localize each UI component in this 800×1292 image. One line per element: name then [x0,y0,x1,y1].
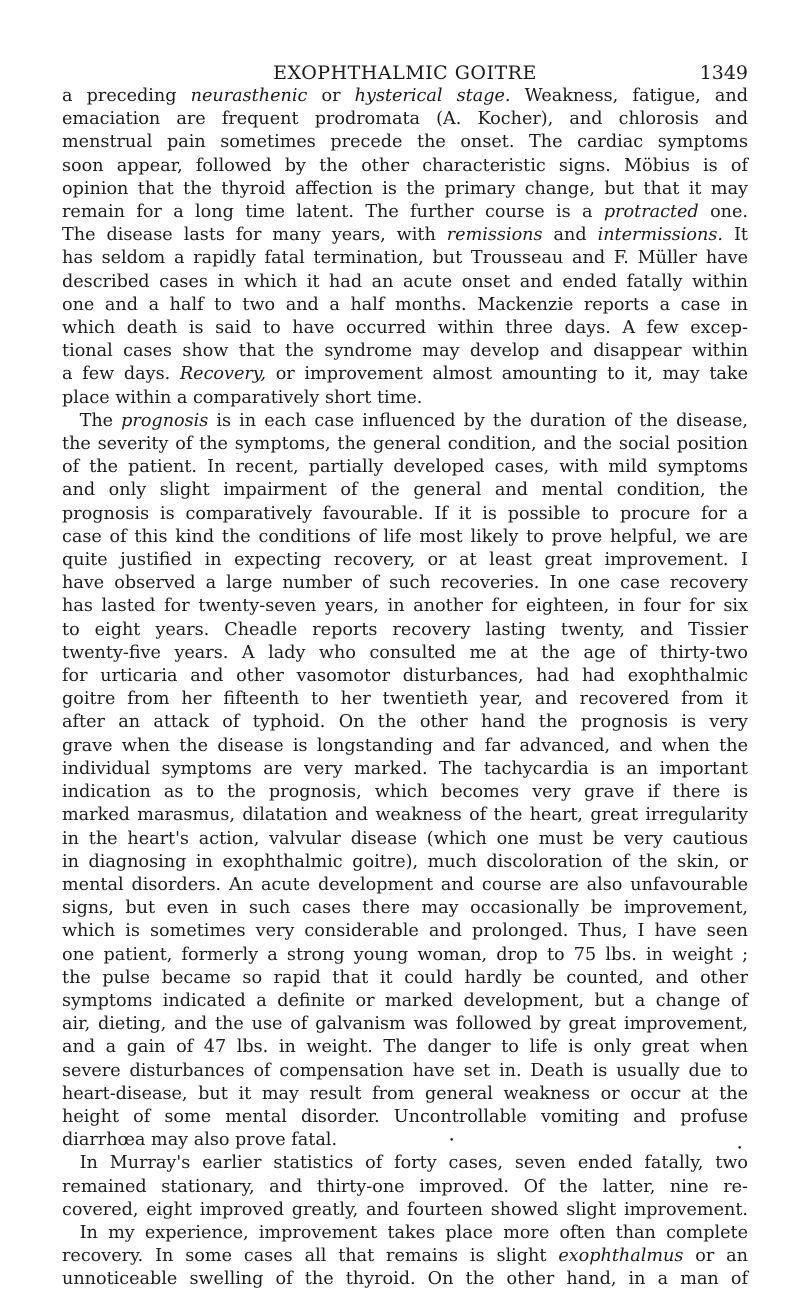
text-span: a few days. [62,364,180,385]
text-span: a preceding [62,86,191,106]
body-text [62,85,748,1292]
text-line [62,1060,748,1083]
text-span: In Murray's earlier statistics of forty cases, seven ended fatally, two [62,1153,748,1174]
text-line [62,410,748,433]
text-line [62,294,748,317]
text-line [62,131,748,154]
text-line [62,735,748,758]
text-span: air, dieting, and the use of galvanism was followed by great improvement, [62,1014,748,1035]
italic-text: hysterical stage. [354,86,511,106]
text-span: of the patient. In recent, partially developed cases, with mild symptoms [62,457,748,478]
text-span: or improvement almost amounting to it, may take [265,364,748,385]
text-line [62,178,748,201]
italic-text: exophthalmus [558,1246,684,1267]
text-line [62,572,748,595]
italic-text: Recovery, [179,364,266,385]
text-line [62,665,748,688]
text-span: goitre from her fifteenth to her twentieth year, and recovered from it [62,689,748,710]
text-span: unnoticeable swelling of the thyroid. On the other hand, in a man of [62,1269,748,1290]
text-span: indication as to the prognosis, which becomes very grave if there is [62,782,748,803]
text-line [62,340,748,363]
text-span: severe disturbances of compensation have set in. Death is usually due to [62,1060,748,1081]
text-span: signs, but even in such cases there may occasionally be improvement, [62,898,748,919]
text-span: which is sometimes very considerable and prolonged. Thus, I have seen [62,921,748,942]
text-span: the pulse became so rapid that it could hardly be counted, and other [62,967,748,988]
text-span: mental disorders. An acute development and course are also unfavourable [62,874,748,895]
text-line [62,456,748,479]
text-span: has seldom a rapidly fatal termination, but Trousseau and F. Müller have [62,248,748,269]
text-line [62,526,748,549]
text-span: one patient, formerly a strong young woman, drop to 75 lbs. in weight ; [62,944,748,965]
text-span: twenty-five years. A lady who consulted me at the age of thirty-two [62,642,748,663]
text-line [62,990,748,1013]
text-span: for urticaria and other vasomotor disturbances, had had exophthalmic [62,666,748,687]
text-span: and a gain of 47 lbs. in weight. The danger to life is only great when [62,1037,748,1058]
text-span: to eight years. Cheadle reports recovery lasting twenty, and Tissier [62,619,748,640]
text-line [62,804,748,827]
text-span: soon appear, followed by the other characteristic signs. Möbius is of [62,155,748,176]
text-line [62,1152,748,1175]
text-line [62,201,748,224]
text-line [62,758,748,781]
text-span: menstrual pain sometimes precede the onset. The cardiac symptoms [62,132,748,153]
text-span: place within a comparatively short time. [62,387,423,408]
text-line [62,1036,748,1059]
text-line [62,711,748,734]
text-span: remain for a long time latent. The further course is a [62,202,604,223]
text-line [62,1268,748,1291]
text-span: recovery. In some cases all that remains is slight [62,1246,559,1267]
italic-text: intermissions. [597,225,723,246]
text-span: marked marasmus, dilatation and weakness of the heart, great irregularity [62,805,748,826]
text-line [62,1176,748,1199]
text-span: quite justified in expecting recovery, or at least great improvement. I [62,550,748,571]
text-span: the severity of the symptoms, the general condition, and the social position [62,434,748,455]
text-line [62,642,748,665]
text-span: remained stationary, and thirty-one improved. Of the latter, nine re- [62,1176,748,1197]
text-line [62,967,748,990]
text-line [62,1245,748,1268]
text-line [62,897,748,920]
text-span: or [307,86,355,106]
text-span: have observed a large number of such recoveries. In one case recovery [62,573,748,594]
text-span: individual symptoms are very marked. The tachycardia is an important [62,758,748,779]
text-span: case of this kind the conditions of life most likely to prove helpful, we are [62,526,748,547]
text-span: height of some mental disorder. Uncontrollable vomiting and profuse [62,1106,748,1127]
italic-text: neurasthenic [190,86,308,106]
italic-text: remissions [446,225,543,246]
text-line [62,920,748,943]
text-span: one. [698,202,748,223]
text-line [62,85,748,108]
text-span: symptoms indicated a definite or marked development, but a change of [62,990,748,1011]
text-line [62,549,748,572]
text-span: after an attack of typhoid. On the other hand the prognosis is very [62,712,748,733]
text-line [62,479,748,502]
text-line [62,944,748,967]
text-line [62,1222,748,1245]
running-title: EXOPHTHALMIC GOITRE [273,62,537,84]
italic-text: prognosis [121,410,209,431]
text-line [62,1083,748,1106]
print-speck: • [449,1136,455,1146]
text-span: described cases in which it had an acute onset and ended fatally within [62,271,748,292]
text-span: In my experience, improvement takes place more often than complete [62,1222,748,1243]
text-line [62,781,748,804]
text-span: covered, eight improved greatly, and fourteen showed slight improvement. [62,1199,748,1220]
text-span: The [62,410,122,431]
page-number: 1349 [699,62,748,84]
text-span: and only slight impairment of the general and mental condition, the [62,480,748,501]
text-span: diarrhœa may also prove fatal. [62,1130,338,1151]
text-span: one and a half to two and a half months. Mackenzie reports a case in [62,294,748,315]
text-line [62,688,748,711]
text-span: has lasted for twenty-seven years, in another for eighteen, in four for six [62,596,748,617]
text-span: opinion that the thyroid affection is the primary change, but that it may [62,178,748,199]
text-span: emaciation are frequent prodromata (A. Kocher), and chlorosis and [62,109,748,130]
text-line [62,874,748,897]
text-line [62,595,748,618]
text-line [62,851,748,874]
text-line [62,619,748,642]
text-span: It [722,225,748,246]
text-line [62,108,748,131]
text-span: in diagnosing in exophthalmic goitre), much discoloration of the skin, or [62,851,748,872]
text-line [62,1199,748,1222]
text-line [62,387,748,410]
text-line [62,1013,748,1036]
italic-text: protracted [603,202,699,223]
text-span: The disease lasts for many years, with [62,225,447,246]
text-span: in the heart's action, valvular disease (which one must be very cautious [62,828,748,849]
text-span: and [542,225,598,246]
text-span: tional cases show that the syndrome may develop and disappear within [62,341,748,362]
text-line [62,1129,748,1152]
text-line [62,224,748,247]
text-line [62,1106,748,1129]
text-line [62,317,748,340]
text-line [62,828,748,851]
text-span: is in each case influenced by the duration of the disease, [208,410,748,431]
text-span: which death is said to have occurred within three days. A few excep- [62,318,748,339]
text-line [62,363,748,386]
text-line [62,433,748,456]
text-span: Weakness, fatigue, and [510,86,748,106]
text-line [62,155,748,178]
text-span: grave when the disease is longstanding and far advanced, and when the [62,735,748,756]
text-span: prognosis is comparatively favourable. If it is possible to procure for a [62,503,748,524]
text-span: heart-disease, but it may result from general weakness or occur at the [62,1083,748,1104]
text-span: or an [683,1246,749,1267]
print-speck: • [737,1144,743,1154]
text-line [62,503,748,526]
text-line [62,271,748,294]
text-line [62,247,748,270]
